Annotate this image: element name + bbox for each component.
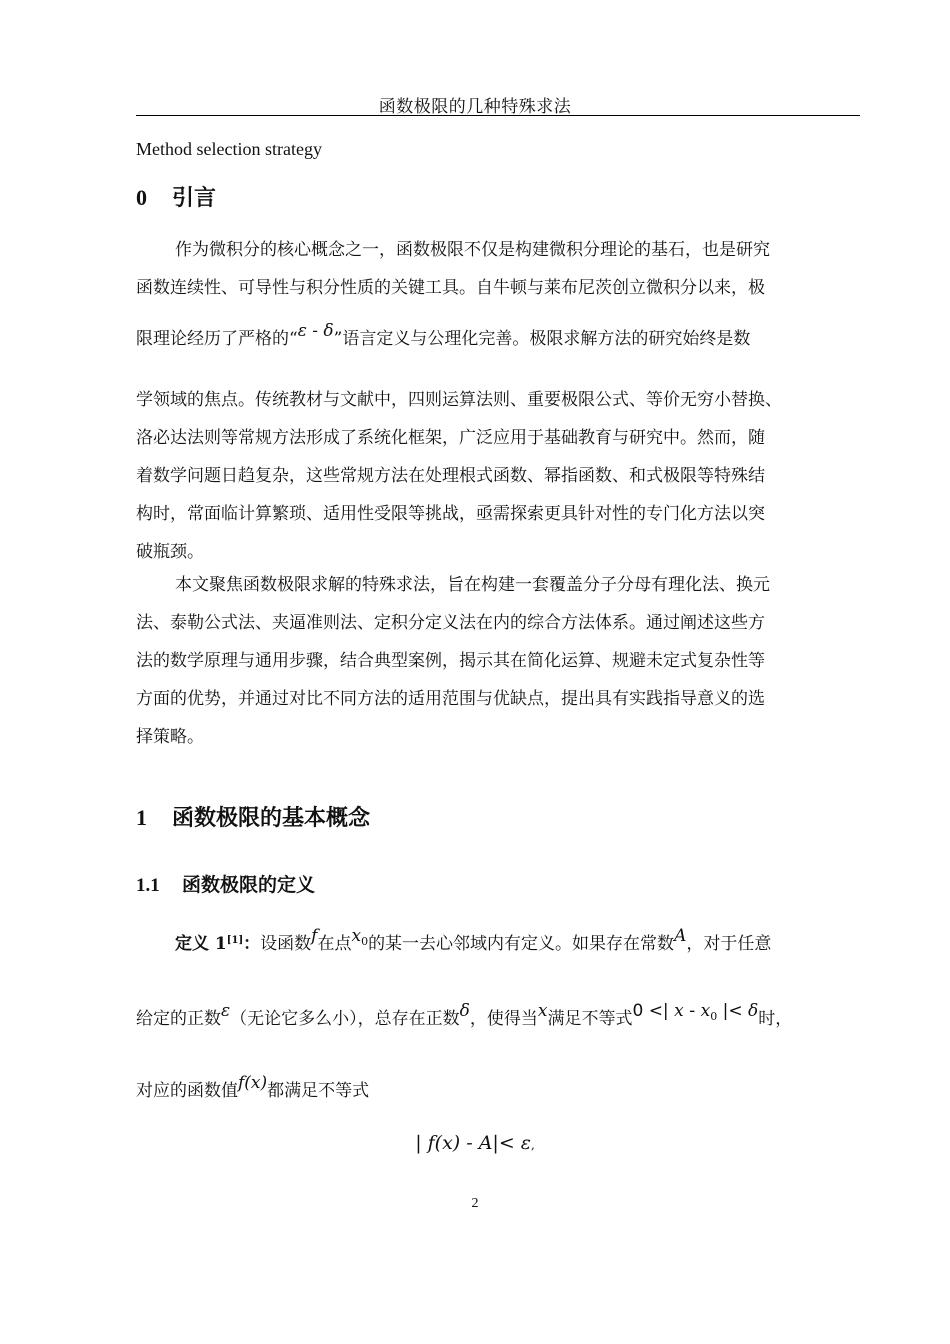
- page-number: 2: [471, 1196, 479, 1211]
- paragraph-line: 择策略。: [136, 727, 204, 747]
- subsection-number: 1.1: [136, 875, 160, 896]
- text-span: ，对于任意: [686, 934, 772, 954]
- paragraph-line: 破瓶颈。: [136, 542, 204, 562]
- paragraph-line: 函数连续性、可导性与积分性质的关键工具。自牛顿与莱布尼茨创立微积分以来，极: [136, 278, 765, 298]
- math-delta: δ: [459, 1001, 470, 1021]
- text-span: 的某一去心邻域内有定义。如果存在常数: [368, 934, 675, 954]
- citation-ref: [1]: [226, 935, 244, 946]
- paragraph-line: 学领域的焦点。传统教材与文献中，四则运算法则、重要极限公式、等价无穷小替换、: [136, 390, 782, 410]
- paragraph-line: 作为微积分的核心概念之一，函数极限不仅是构建微积分理论的基石，也是研究: [175, 240, 770, 260]
- math-span: δ: [748, 1001, 759, 1021]
- formula-punct: ,: [530, 1138, 535, 1152]
- section-number: 0: [136, 185, 147, 210]
- text-span: ，使得当: [469, 1009, 538, 1029]
- inequality: [632, 1001, 758, 1021]
- math-f: f: [311, 926, 318, 946]
- text-span: 对应的函数值: [136, 1081, 238, 1101]
- text-span: 设函数: [260, 934, 312, 954]
- math-x0: x: [351, 926, 362, 946]
- math-span: -: [683, 1001, 701, 1021]
- text-span: 时，: [758, 1009, 793, 1029]
- math-subscript: 0: [710, 1010, 718, 1023]
- subsection-title: 函数极限的定义: [182, 874, 316, 896]
- display-formula: [0, 1132, 950, 1154]
- math-span: |<: [717, 1001, 748, 1021]
- definition-line-2: [136, 1001, 793, 1033]
- definition-label: 定义 1: [175, 934, 227, 954]
- definition-line-1: [175, 926, 772, 959]
- strategy-line: Method selection strategy: [136, 139, 322, 159]
- text-span: 在点: [317, 934, 352, 954]
- section-title: 引言: [172, 186, 217, 211]
- definition-colon: ：: [243, 934, 261, 954]
- paragraph-line: 着数学问题日趋复杂，这些常规方法在处理根式函数、幂指函数、和式极限等特殊结: [136, 466, 765, 486]
- math-fx: f(x): [238, 1073, 268, 1093]
- math-span: 0 <|: [632, 1001, 675, 1021]
- section-heading-0: [136, 186, 216, 211]
- subsection-heading-1-1: [136, 873, 315, 898]
- paragraph-line: 本文聚焦函数极限求解的特殊求法，旨在构建一套覆盖分子分母有理化法、换元: [175, 575, 770, 595]
- formula-text: | f(x) - A|< ε: [415, 1132, 531, 1154]
- text-span: 给定的正数: [136, 1009, 221, 1029]
- math-span: x: [674, 1001, 684, 1021]
- text-span: （无论它多么小），总存在正数: [230, 1009, 460, 1029]
- running-header: 函数极限的几种特殊求法: [378, 97, 572, 117]
- paragraph-line: [136, 321, 751, 351]
- paragraph-line: 构时，常面临计算繁琐、适用性受限等挑战，亟需探索更具针对性的专门化方法以突: [136, 504, 765, 524]
- math-epsilon: ε: [221, 1001, 231, 1021]
- header-divider: [136, 115, 860, 116]
- math-A: A: [674, 926, 687, 946]
- paragraph-line: 方面的优势，并通过对比不同方法的适用范围与优缺点，提出具有实践指导意义的选: [136, 689, 765, 709]
- text-span: 都满足不等式: [267, 1081, 370, 1101]
- section-number: 1: [136, 805, 147, 830]
- section-heading-1: [136, 806, 370, 831]
- definition-line-3: [136, 1073, 370, 1103]
- math-x: x: [537, 1001, 548, 1021]
- text-span: ”语言定义与公理化完善。极限求解方法的研究始终是数: [333, 329, 751, 349]
- text-span: 限理论经历了严格的“: [136, 329, 298, 349]
- math-subscript: 0: [361, 935, 369, 948]
- paragraph-line: 洛必达法则等常规方法形成了系统化框架，广泛应用于基础教育与研究中。然而，随: [136, 428, 765, 448]
- math-span: x: [700, 1001, 711, 1021]
- epsilon-delta-math: ε - δ: [297, 321, 334, 341]
- paragraph-line: 法、泰勒公式法、夹逼准则法、定积分定义法在内的综合方法体系。通过阐述这些方: [136, 613, 765, 633]
- section-title: 函数极限的基本概念: [172, 806, 371, 831]
- paragraph-line: 法的数学原理与通用步骤，结合典型案例，揭示其在简化运算、规避未定式复杂性等: [136, 651, 765, 671]
- text-span: 满足不等式: [547, 1009, 633, 1029]
